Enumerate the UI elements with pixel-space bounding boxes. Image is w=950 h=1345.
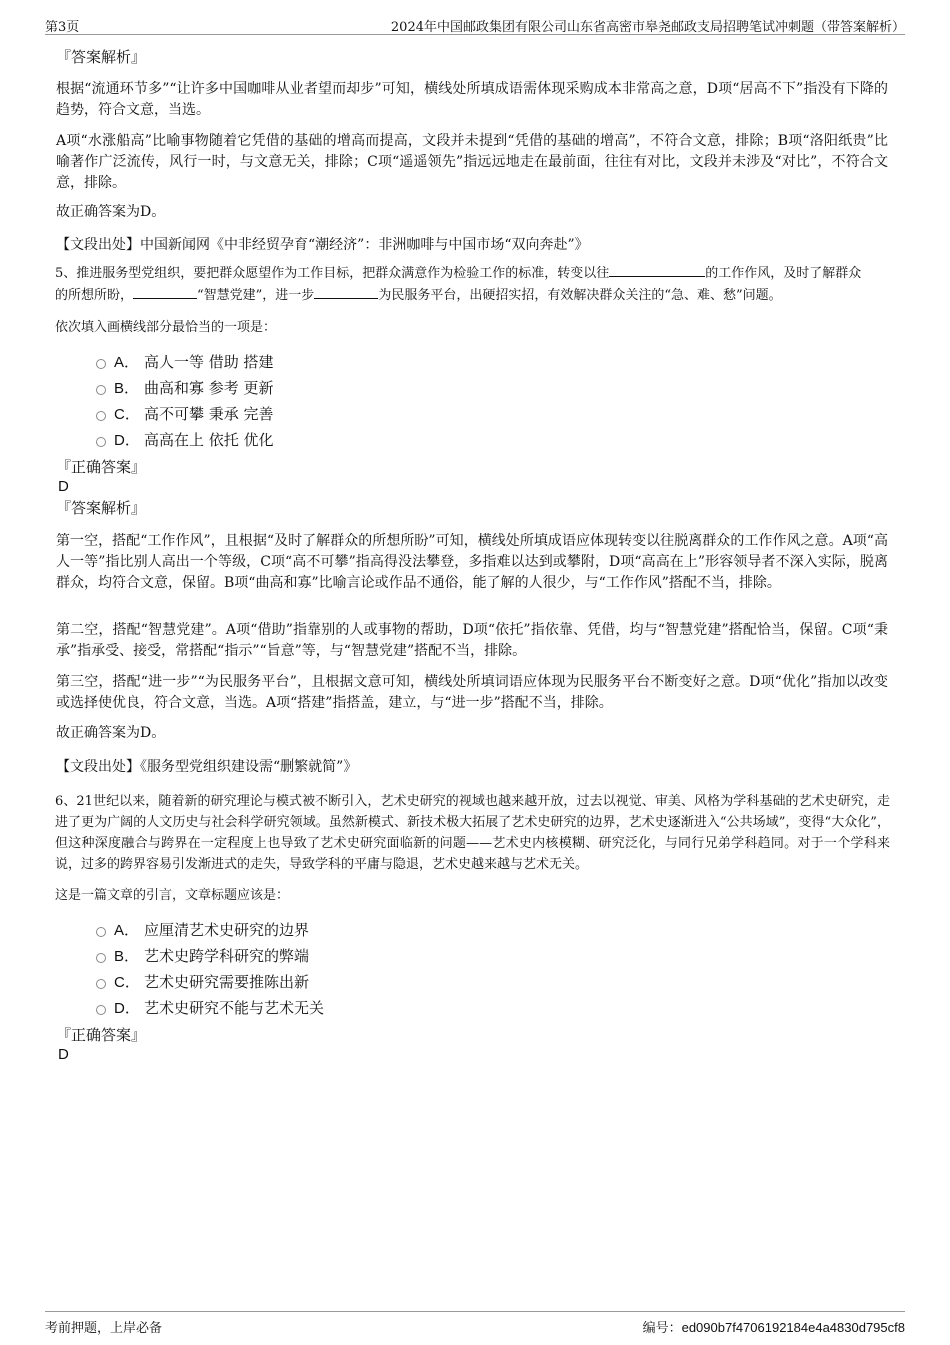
blank-3 xyxy=(314,284,378,299)
question-5-prompt: 依次填入画横线部分最恰当的一项是： xyxy=(55,320,277,335)
source: 【文段出处】中国新闻网《中非经贸孕育“潮经济”：非洲咖啡与中国市场“双向奔赴”》 xyxy=(56,237,589,253)
analysis-label: 『答案解析』 xyxy=(56,499,147,517)
question-5-option-b[interactable]: B． 曲高和寡 参考 更新 xyxy=(96,377,274,399)
analysis-paragraph: 第一空，搭配“工作作风”，且根据“及时了解群众的所想所盼”可知，横线处所填成语应体现转变以往脱离群众的工作作风之意。A项“高人一等”指比别人高出一个等级，C项“高不可攀”指高得没法攀登，多指难以达到或攀附，D项“高高在上”形容领导者不深入实际，脱离群众，均符合文意，保留。B项“曲高和寡”比喻言论或作品不通俗，能了解的人很少，与“工作作风”搭配不当，排除。 xyxy=(56,533,888,591)
document-code: 编号：ed090b7f4706192184e4a4830d795cf8 xyxy=(642,1320,905,1336)
radio-icon[interactable] xyxy=(96,979,106,989)
question-6-option-c[interactable]: C． 艺术史研究需要推陈出新 xyxy=(96,971,309,993)
radio-icon[interactable] xyxy=(96,927,106,937)
conclusion: 故正确答案为D。 xyxy=(56,204,166,220)
radio-icon[interactable] xyxy=(96,437,106,447)
radio-icon[interactable] xyxy=(96,1005,106,1015)
analysis-paragraph: 根据“流通环节多”“让许多中国咖啡从业者望而却步”可知，横线处所填成语需体现采购成本非常高之意，D项“居高不下”指没有下降的趋势，符合文意，当选。 xyxy=(56,81,888,118)
question-6-prompt: 这是一篇文章的引言，文章标题应该是： xyxy=(55,888,290,903)
correct-answer: D xyxy=(58,1046,69,1063)
radio-icon[interactable] xyxy=(96,359,106,369)
radio-icon[interactable] xyxy=(96,411,106,421)
question-6-option-b[interactable]: B． 艺术史跨学科研究的弊端 xyxy=(96,945,309,967)
footer-slogan: 考前押题，上岸必备 xyxy=(45,1321,163,1336)
question-5-option-d[interactable]: D． 高高在上 依托 优化 xyxy=(96,429,274,451)
blank-2 xyxy=(133,284,197,299)
analysis-paragraph: 第二空，搭配“智慧党建”。A项“借助”指靠别的人或事物的帮助，D项“依托”指依靠、凭借，均与“智慧党建”搭配恰当，保留。C项“秉承”指承受、接受，常搭配“指示”“旨意”等，与“智慧党建”搭配不当，排除。 xyxy=(56,622,888,659)
page-header xyxy=(45,14,905,35)
page-number: 第3页 xyxy=(45,20,80,35)
question-5-option-c[interactable]: C． 高不可攀 秉承 完善 xyxy=(96,403,274,425)
correct-answer: D xyxy=(58,478,69,495)
question-6-option-a[interactable]: A． 应厘清艺术史研究的边界 xyxy=(96,919,309,941)
source: 【文段出处】《服务型党组织建设需“删繁就简”》 xyxy=(56,759,358,775)
radio-icon[interactable] xyxy=(96,953,106,963)
document-title: 2024年中国邮政集团有限公司山东省高密市皋尧邮政支局招聘笔试冲刺题（带答案解析） xyxy=(390,20,905,35)
blank-1 xyxy=(609,262,705,277)
analysis-paragraph: 第三空，搭配“进一步”“为民服务平台”，且根据文意可知，横线处所填词语应体现为民服务平台不断变好之意。D项“优化”指加以改变或选择使优良，符合文意，当选。A项“搭建”指搭盖，建立，与“进一步”搭配不当，排除。 xyxy=(56,674,888,711)
page-footer xyxy=(45,1311,905,1336)
question-5-stem: 5、推进服务型党组织，要把群众愿望作为工作目标，把群众满意作为检验工作的标准，转变以往 的工作作风，及时了解群众 的所想所盼， “智慧党建”，进一步 为民服务平台，出硬招实招，有效解决群众关注的“急、难、愁”问题。 xyxy=(55,262,890,306)
question-6-option-d[interactable]: D． 艺术史研究不能与艺术无关 xyxy=(96,997,324,1019)
question-5-option-a[interactable]: A． 高人一等 借助 搭建 xyxy=(96,351,274,373)
correct-answer-label: 『正确答案』 xyxy=(56,1026,147,1044)
question-6-stem: 6、21世纪以来，随着新的研究理论与模式被不断引入，艺术史研究的视域也越来越开放，过去以视觉、审美、风格为学科基础的艺术史研究，走进了更为广阔的人文历史与社会科学研究领域。虽然新模式、新技术极大拓展了艺术史研究的边界，艺术史逐渐进入“公共场域”，变得“大众化”，但这种深度融合与跨界在一定程度上也导致了艺术史研究面临新的问题——艺术史内核模糊、研究泛化，与同行兄弟学科趋同。对于一个学科来说，过多的跨界容易引发渐进式的走失，导致学科的平庸与隐退，艺术史越来越与艺术无关。 xyxy=(55,794,890,872)
analysis-label: 『答案解析』 xyxy=(56,48,147,66)
correct-answer-label: 『正确答案』 xyxy=(56,458,147,476)
radio-icon[interactable] xyxy=(96,385,106,395)
analysis-paragraph: A项“水涨船高”比喻事物随着它凭借的基础的增高而提高，文段并未提到“凭借的基础的增高”，不符合文意，排除；B项“洛阳纸贵”比喻著作广泛流传，风行一时，与文意无关，排除；C项“遥遥领先”指远远地走在最前面，往往有对比，文段并未涉及“对比”，不符合文意，排除。 xyxy=(56,133,888,191)
conclusion: 故正确答案为D。 xyxy=(56,725,166,741)
